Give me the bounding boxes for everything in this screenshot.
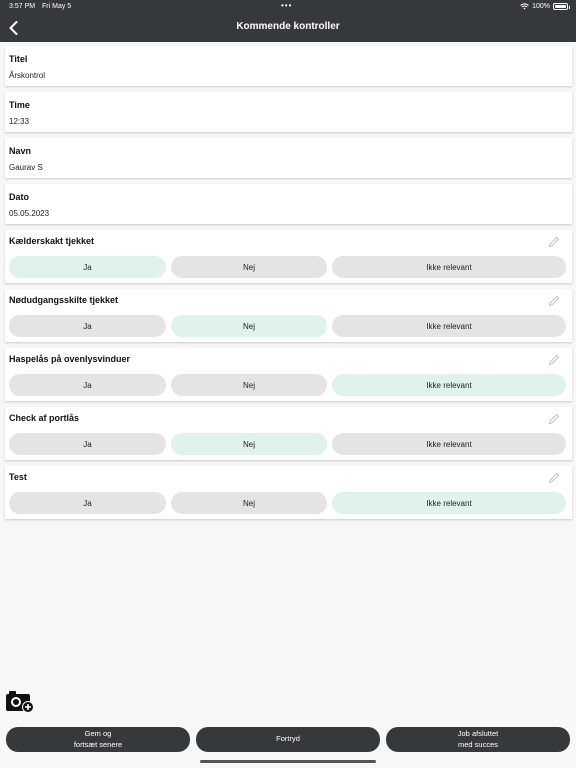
field-date[interactable] [5,184,572,224]
pencil-icon[interactable] [548,295,560,307]
field-label: Titel [9,54,28,64]
option-group [9,433,568,455]
check-label: Kælderskakt tjekket [9,236,95,246]
pencil-icon[interactable] [548,354,560,366]
check-label: Nødudgangsskilte tjekket [9,295,119,305]
button-line: Fortryd [276,734,300,744]
status-time: 3:57 PM [9,3,36,10]
top-bar [0,0,576,42]
check-item [5,230,572,283]
pencil-icon[interactable] [548,472,560,484]
status-bar [0,2,576,14]
field-value: Årskontrol [9,71,46,80]
button-line: Job afsluttet [457,728,499,738]
check-item [5,407,572,460]
option-nej[interactable]: Nej [171,492,327,514]
field-title[interactable] [5,46,572,86]
option-nej[interactable]: Nej [171,315,327,337]
option-ja[interactable]: Ja [9,433,166,455]
home-indicator [200,760,376,763]
option-nej[interactable]: Nej [171,433,327,455]
field-value: 12:33 [9,117,30,126]
field-value: Gaurav S [9,163,43,172]
save-continue-later-button[interactable] [6,727,190,752]
battery-percent: 100% [532,3,550,10]
field-value: 05.05.2023 [9,209,50,218]
check-label: Check af portlås [9,413,80,423]
battery-level [555,5,566,8]
option-group [9,256,568,278]
pencil-icon[interactable] [548,413,560,425]
option-nej[interactable]: Nej [171,256,327,278]
option-ikke-relevant[interactable]: Ikke relevant [332,315,566,337]
option-ikke-relevant[interactable]: Ikke relevant [332,374,566,396]
field-name[interactable] [5,138,572,178]
option-ja[interactable]: Ja [9,374,166,396]
status-right [520,3,568,10]
option-ja[interactable]: Ja [9,256,166,278]
form-content [5,46,572,525]
button-line: fortsæt senere [73,739,123,749]
field-time[interactable] [5,92,572,132]
check-item [5,348,572,401]
option-nej[interactable]: Nej [171,374,327,396]
status-date: Fri May 5 [42,3,72,10]
field-label: Time [9,100,30,110]
multitask-dots[interactable]: ••• [281,1,293,10]
check-label: Test [9,472,27,482]
check-item [5,289,572,342]
page-title: Kommende kontroller [236,21,340,32]
option-ikke-relevant[interactable]: Ikke relevant [332,256,566,278]
cancel-button[interactable] [196,727,380,752]
pencil-icon[interactable] [548,236,560,248]
option-ikke-relevant[interactable]: Ikke relevant [332,433,566,455]
check-item [5,466,572,519]
button-line: med succes [457,739,499,749]
check-label: Haspelås på ovenlysvinduer [9,354,131,364]
battery-icon [553,3,568,10]
camera-add-icon[interactable] [5,689,34,713]
button-line: Gem og [84,728,112,738]
field-label: Navn [9,146,32,156]
option-ja[interactable]: Ja [9,315,166,337]
option-ja[interactable]: Ja [9,492,166,514]
option-ikke-relevant[interactable]: Ikke relevant [332,492,566,514]
field-label: Dato [9,192,29,202]
job-completed-button[interactable] [386,727,570,752]
option-group [9,492,568,514]
option-group [9,315,568,337]
wifi-icon [520,3,529,10]
option-group [9,374,568,396]
bottom-actions [6,727,570,752]
